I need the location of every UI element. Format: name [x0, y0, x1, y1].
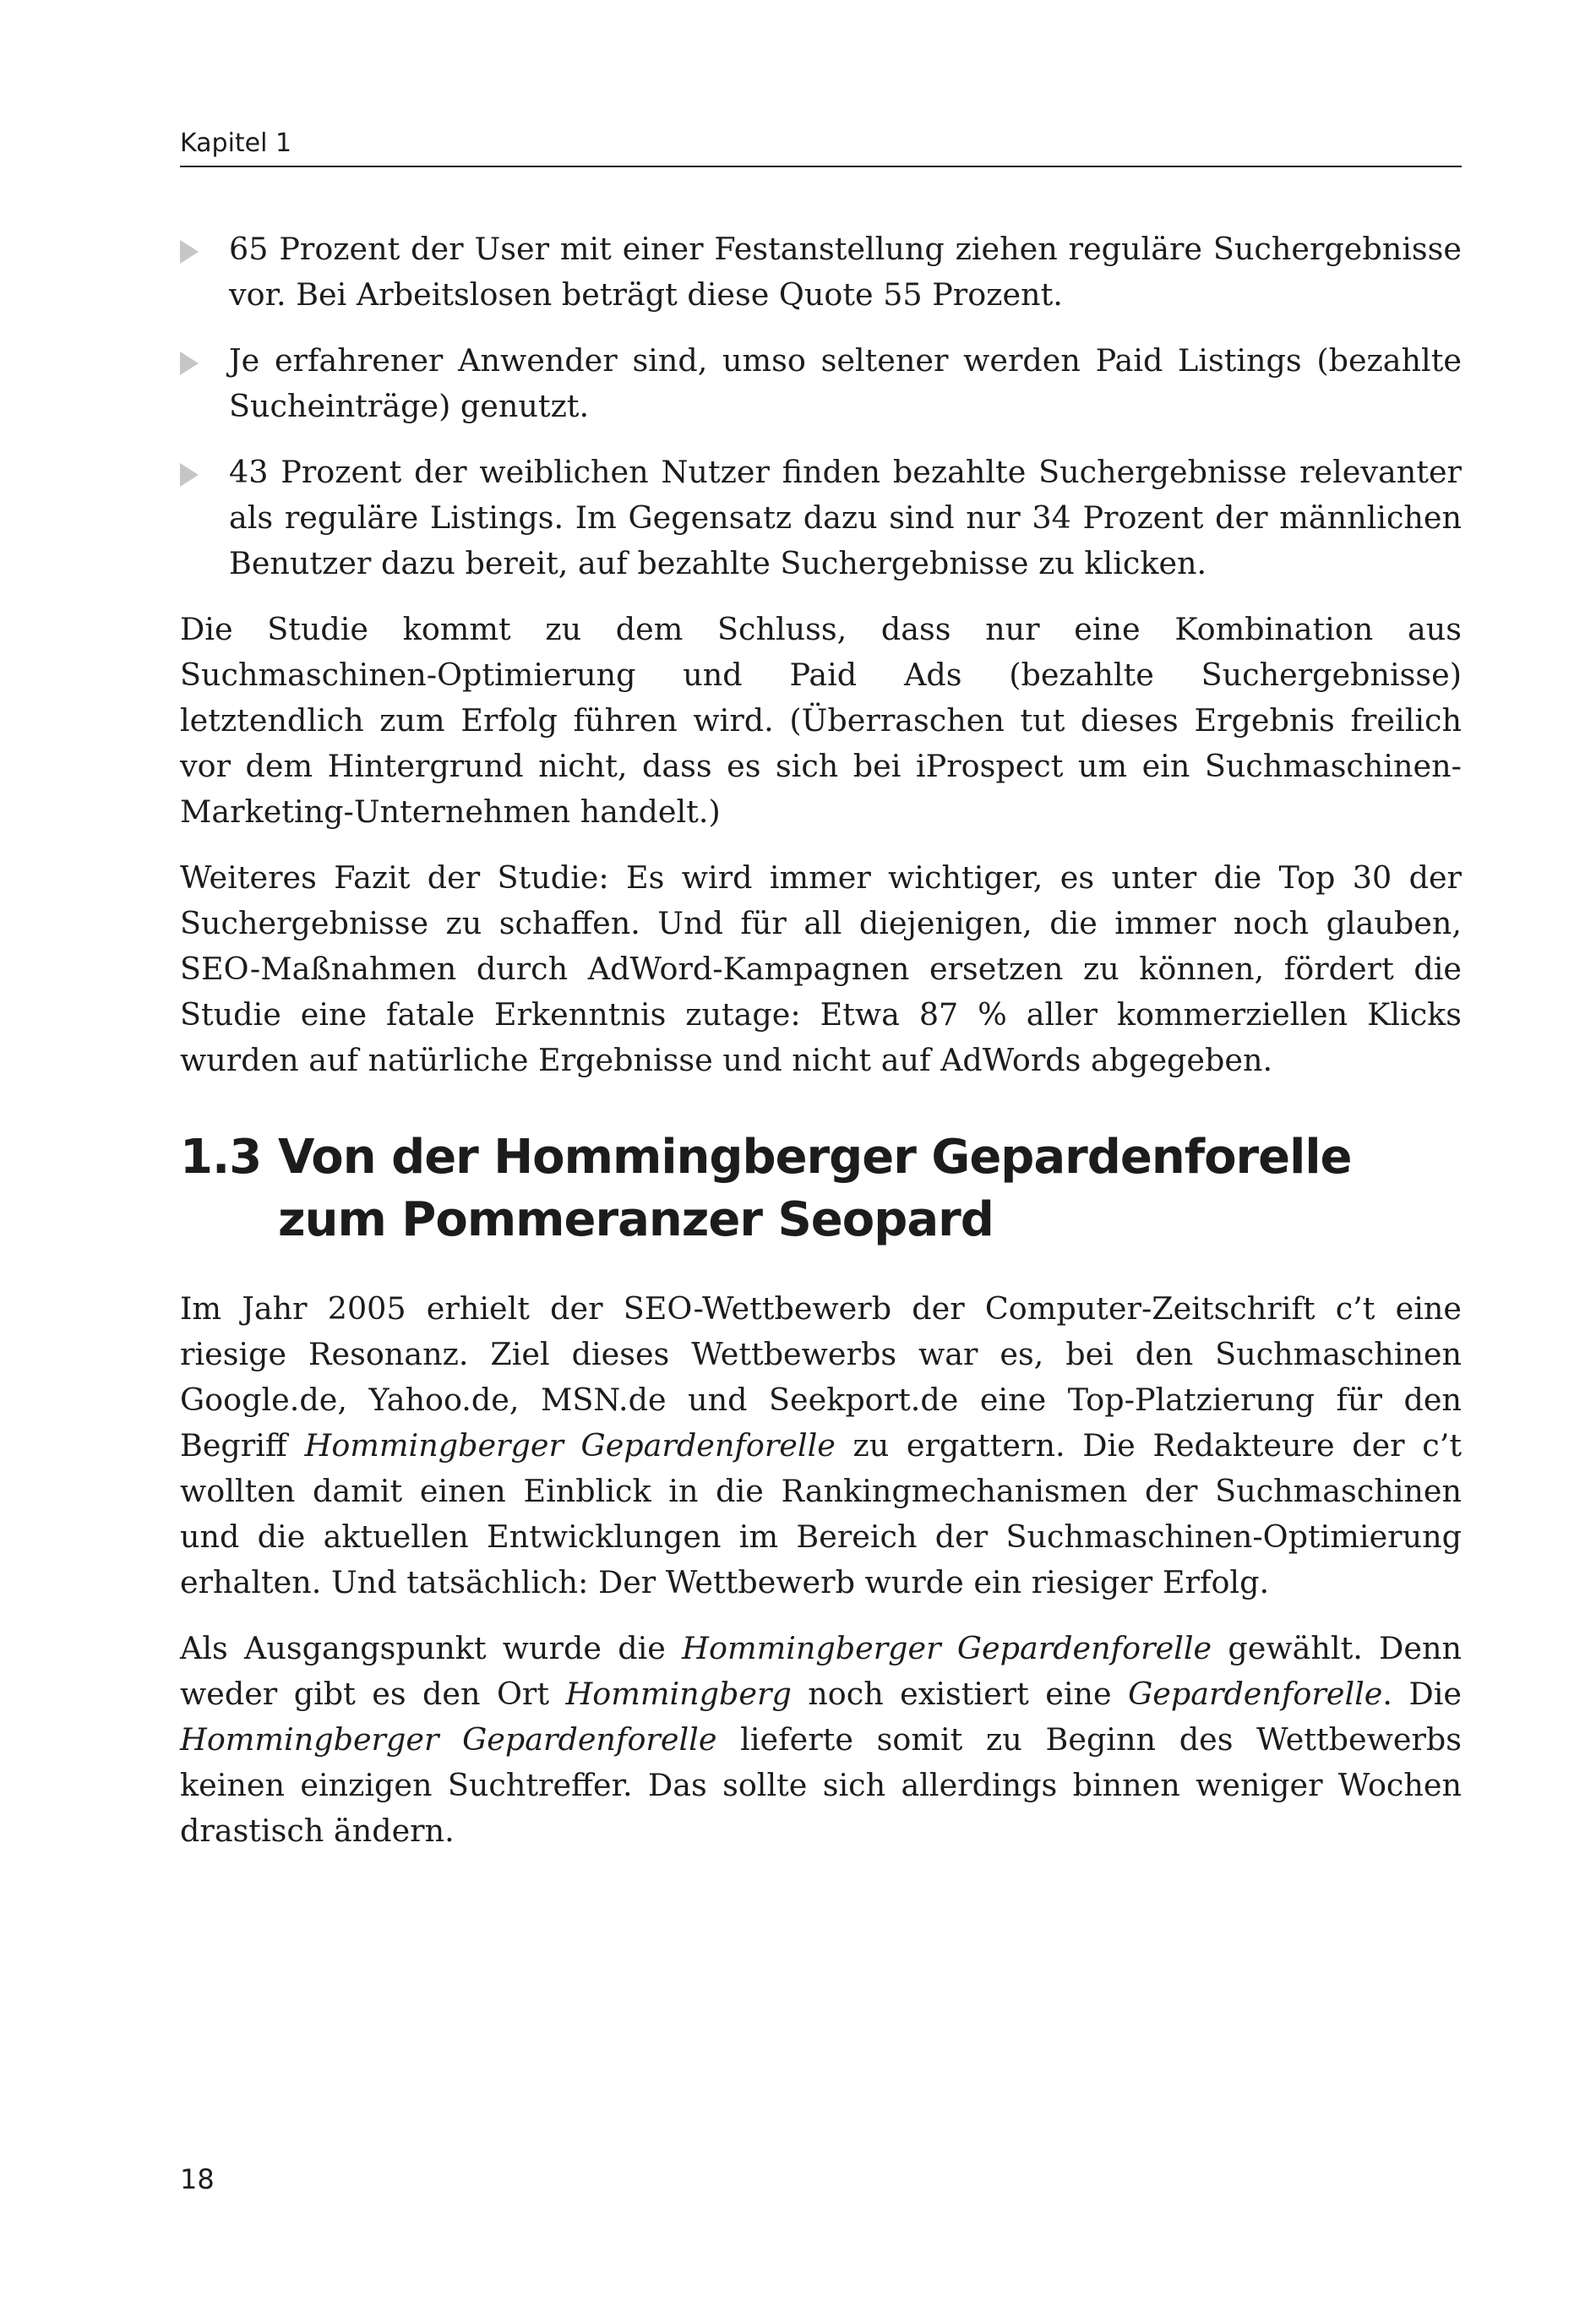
italic-term: Hommingberg [565, 1676, 792, 1712]
text-run: gewählt. Denn weder gibt es den Ort [180, 1630, 1462, 1712]
bullet-item [180, 338, 1462, 429]
bullet-list [180, 226, 1462, 586]
triangle-bullet-icon [180, 240, 199, 264]
paragraph: Weiteres Fazit der Studie: Es wird immer wichtiger, es unter die Top 30 der Suchergebnisse zu schaffen. Und für all diejenigen, die immer noch glauben, SEO-Maßnahmen durch AdWord-Kampagnen ersetzen zu können, fördert die Studie eine fatale Erkenntnis zutage: Etwa 87 % aller kommerziellen Klicks wurden auf natürliche Ergebnisse und nicht auf AdWords abgegeben. [180, 859, 1462, 1078]
bullet-text: 43 Prozent der weiblichen Nutzer finden bezahlte Suchergebnisse relevanter als reguläre Listings. Im Gegensatz dazu sind nur 34 Prozent der männlichen Benutzer dazu bereit, auf bezahlte Suchergebnisse zu klicken. [229, 454, 1462, 581]
body-text-upper [180, 226, 1462, 1104]
italic-term: Hommingberger Gepardenforelle [180, 1721, 717, 1758]
text-run: . Die [1382, 1676, 1463, 1712]
triangle-bullet-icon [180, 463, 199, 487]
paragraph: Die Studie kommt zu dem Schluss, dass nur eine Kombination aus Suchmaschinen-Optimierung und Paid Ads (bezahlte Suchergebnisse) letztendlich zum Erfolg führen wird. (Überraschen tut dieses Ergebnis freilich vor dem Hintergrund nicht, dass es sich bei iProspect um ein Suchmaschinen-Marketing-Unternehmen handelt.) [180, 611, 1462, 830]
header-rule [180, 166, 1462, 167]
triangle-bullet-icon [180, 352, 199, 375]
section-number: 1.3 [180, 1130, 262, 1185]
text-run: zu ergattern. Die Redakteure der c’t wollten damit einen Einblick in die Rankingmechanismen der Suchmaschinen und die aktuellen Entwicklungen im Bereich der Suchmaschinen-Optimierung erhalten. Und tatsächlich: Der Wettbewerb wurde ein riesiger Erfolg. [180, 1427, 1462, 1600]
section-heading [180, 1126, 1462, 1251]
text-run: lieferte somit zu Beginn des Wettbewerbs keinen einzigen Suchtreffer. Das sollte sich allerdings binnen weniger Wochen drastisch ändern. [180, 1721, 1462, 1849]
page-number: 18 [180, 2163, 215, 2195]
italic-term: Gepardenforelle [1128, 1676, 1383, 1712]
paragraph [180, 1286, 1462, 1605]
section-title: Von der Hommingberger Gepardenforelle zum Pommeranzer Seopard [278, 1130, 1352, 1247]
paragraph [180, 1626, 1462, 1854]
bullet-text: Je erfahrener Anwender sind, umso seltener werden Paid Listings (bezahlte Sucheinträge) genutzt. [229, 342, 1462, 424]
body-text-lower [180, 1286, 1462, 1874]
bullet-item [180, 450, 1462, 586]
text-run: Im Jahr 2005 erhielt der SEO-Wettbewerb der Computer-Zeitschrift c’t eine riesige Resonanz. Ziel dieses Wettbewerbs war es, bei den Suchmaschinen Google.de, Yahoo.de, MSN.de und Seekport.de eine Top-Platzierung für den Begriff [180, 1290, 1462, 1464]
italic-term: Hommingberger Gepardenforelle [682, 1630, 1212, 1666]
bullet-item [180, 226, 1462, 318]
running-head: Kapitel 1 [180, 128, 292, 158]
bullet-text: 65 Prozent der User mit einer Festanstellung ziehen reguläre Suchergebnisse vor. Bei Arbeitslosen beträgt diese Quote 55 Prozent. [229, 231, 1462, 313]
italic-term: Hommingberger Gepardenforelle [304, 1427, 836, 1464]
text-run: noch existiert eine [791, 1676, 1129, 1712]
text-run: Als Ausgangspunkt wurde die [180, 1630, 683, 1666]
